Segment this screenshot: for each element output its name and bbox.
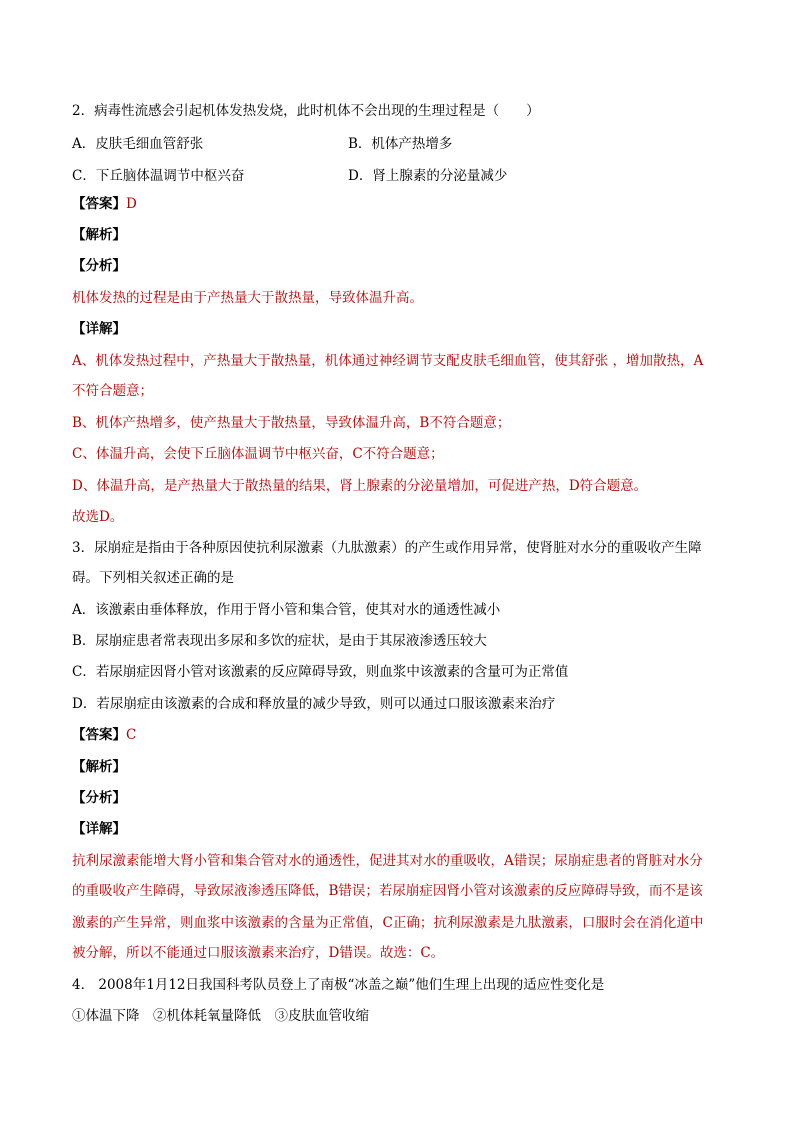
q2-fenxi-text: 机体发热的过程是由于产热量大于散热量，导致体温升高。: [72, 290, 423, 306]
q3-detail-line: 被分解，所以不能通过口服该激素来治疗，D错误。故选：C。: [72, 945, 445, 961]
q2-detail-line: A、机体发热过程中，产热量大于散热量，机体通过神经调节支配皮肤毛细血管，使其舒张 ，增加散热，A: [72, 353, 704, 369]
q2-answer-value: D: [126, 196, 137, 212]
q3-answer-label: 【答案】: [72, 727, 126, 743]
q3-detail-line: 的重吸收产生障碍，导致尿液渗透压降低，B错误；若尿崩症因肾小管对该激素的反应障碍导致，而不是该: [72, 883, 703, 899]
q3-option-d: D．若尿崩症由该激素的合成和释放量的减少导致，则可以通过口服该激素来治疗: [72, 696, 556, 712]
q3-analysis-label: 【解析】: [72, 759, 126, 775]
q2-answer: [72, 194, 137, 214]
q3-stem-line: 3．尿崩症是指由于各种原因使抗利尿激素（九肽激素）的产生或作用异常，使肾脏对水分的重吸收产生障: [72, 540, 702, 556]
q3-detail-label: 【详解】: [72, 821, 126, 837]
q2-detail-label: 【详解】: [72, 321, 126, 337]
q2-stem: 2．病毒性流感会引起机体发热发烧，此时机体不会出现的生理过程是（ ）: [72, 103, 540, 119]
q3-answer-value: C: [126, 727, 137, 743]
q2-answer-label: 【答案】: [72, 196, 126, 212]
q2-conclusion: 故选D。: [72, 509, 124, 525]
q4-items: ①体温下降 ②机体耗氧量降低 ③皮肤血管收缩: [72, 1008, 369, 1024]
q2-detail-line: C、体温升高，会使下丘脑体温调节中枢兴奋，C不符合题意；: [72, 446, 444, 462]
q2-detail-line: D、体温升高，是产热量大于散热量的结果，肾上腺素的分泌量增加，可促进产热，D符合题意。: [72, 478, 648, 494]
q2-detail-line: B、机体产热增多，使产热量大于散热量，导致体温升高，B不符合题意；: [72, 415, 511, 431]
q2-detail-line: 不符合题意；: [72, 383, 153, 399]
q3-stem-line: 碍。下列相关叙述正确的是: [72, 570, 234, 586]
q2-option-c: C．下丘脑体温调节中枢兴奋: [72, 168, 245, 184]
q3-detail-line: 激素的产生异常，则血浆中该激素的含量为正常值，C正确；抗利尿激素是九肽激素，口服时会在消化道中: [72, 915, 704, 931]
q2-fenxi-label: 【分析】: [72, 258, 126, 274]
q2-analysis-label: 【解析】: [72, 227, 126, 243]
q2-option-a: A．皮肤毛细血管舒张: [72, 136, 204, 152]
q3-option-a: A．该激素由垂体释放，作用于肾小管和集合管，使其对水的通透性减小: [72, 602, 501, 618]
q3-option-c: C．若尿崩症因肾小管对该激素的反应障碍导致，则血浆中该激素的含量可为正常值: [72, 664, 569, 680]
q2-option-d: D．肾上腺素的分泌量减少: [348, 168, 508, 184]
q4-stem: 4． 2008年1月12日我国科考队员登上了南极“冰盖之巅”他们生理上出现的适应性变化是: [72, 977, 605, 993]
q3-answer: [72, 725, 136, 745]
q3-fenxi-label: 【分析】: [72, 790, 126, 806]
q3-detail-line: 抗利尿激素能增大肾小管和集合管对水的通透性，促进其对水的重吸收，A错误；尿崩症患者的肾脏对水分: [72, 853, 703, 869]
q2-option-b: B．机体产热增多: [348, 136, 453, 152]
q3-option-b: B．尿崩症患者常表现出多尿和多饮的症状，是由于其尿液渗透压较大: [72, 633, 487, 649]
